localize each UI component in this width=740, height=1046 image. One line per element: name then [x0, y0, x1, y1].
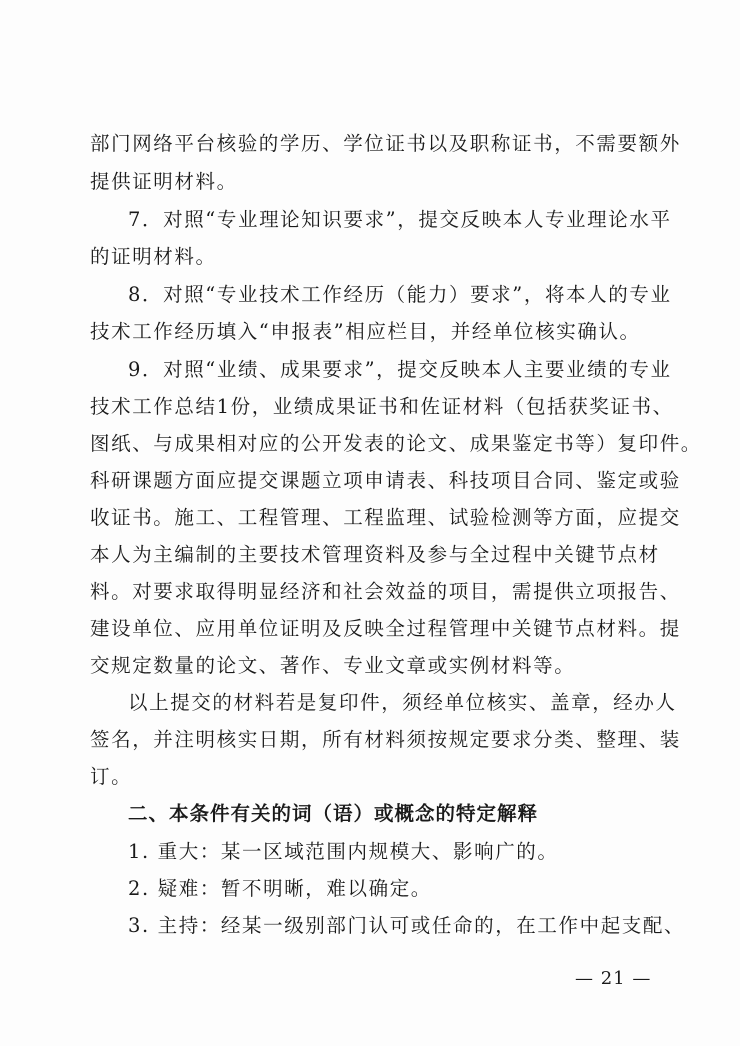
paragraph-line: 料。对要求取得明显经济和社会效益的项目，需提供立项报告、 [90, 580, 681, 603]
definition-item: 2. 疑难：暂不明晰，难以确定。 [128, 877, 432, 900]
definition-item: 1. 重大：某一区域范围内规模大、影响广的。 [128, 840, 559, 863]
paragraph-line: 本人为主编制的主要技术管理资料及参与全过程中关键节点材 [90, 543, 660, 566]
paragraph-line: 交规定数量的论文、著作、专业文章或实例材料等。 [90, 654, 576, 677]
paragraph-line: 图纸、与成果相对应的公开发表的论文、成果鉴定书等）复印件。 [90, 432, 702, 455]
paragraph-line: 7．对照“专业理论知识要求”，提交反映本人专业理论水平 [128, 208, 672, 231]
page-number: — 21 — [575, 968, 652, 989]
paragraph-line: 8．对照“专业技术工作经历（能力）要求”，将本人的专业 [128, 283, 672, 306]
paragraph-line: 部门网络平台核验的学历、学位证书以及职称证书，不需要额外 [90, 132, 681, 155]
definition-item: 3. 主持：经某一级别部门认可或任命的，在工作中起支配、 [128, 914, 686, 937]
paragraph-line: 的证明材料。 [90, 245, 217, 268]
section-heading: 二、本条件有关的词（语）或概念的特定解释 [128, 802, 539, 825]
paragraph-line: 收证书。施工、工程管理、工程监理、试验检测等方面，应提交 [90, 506, 681, 529]
paragraph-line: 提供证明材料。 [90, 170, 238, 193]
paragraph-line: 以上提交的材料若是复印件，须经单位核实、盖章，经办人 [128, 691, 677, 714]
paragraph-line: 建设单位、应用单位证明及反映全过程管理中关键节点材料。提 [90, 617, 681, 640]
paragraph-line: 技术工作经历填入“申报表”相应栏目，并经单位核实确认。 [90, 320, 641, 343]
paragraph-line: 签名，并注明核实日期，所有材料须按规定要求分类、整理、装 [90, 728, 681, 751]
paragraph-line: 科研课题方面应提交课题立项申请表、科技项目合同、鉴定或验 [90, 469, 681, 492]
paragraph-line: 订。 [90, 765, 133, 788]
paragraph-line: 技术工作总结1份，业绩成果证书和佐证材料（包括获奖证书、 [90, 395, 674, 418]
paragraph-line: 9．对照“业绩、成果要求”，提交反映本人主要业绩的专业 [128, 358, 672, 381]
